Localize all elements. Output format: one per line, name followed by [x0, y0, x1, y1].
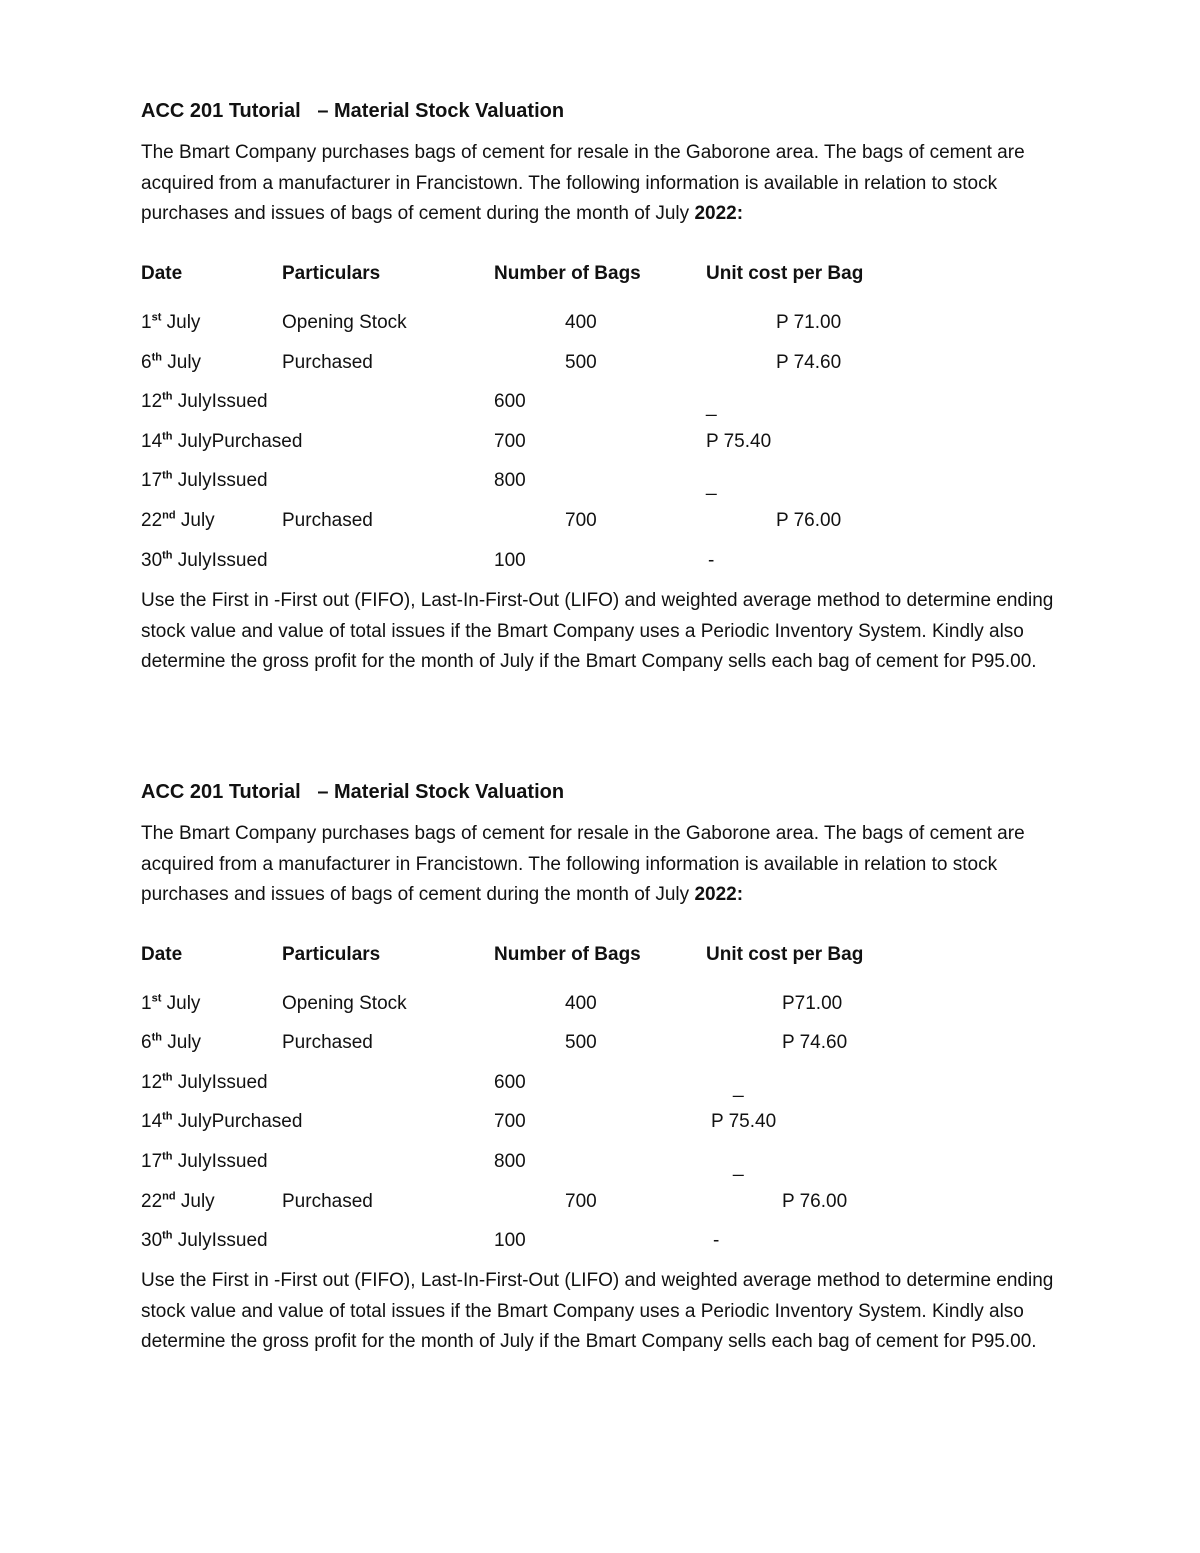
- row-particulars: Purchased: [282, 1032, 373, 1053]
- row-bags: 500: [565, 1032, 597, 1053]
- row-date-particulars: 30th JulyIssued: [141, 1229, 268, 1251]
- row-particulars: Opening Stock: [282, 312, 407, 333]
- row-date: 6th July: [141, 1031, 202, 1053]
- row-date: 6th July: [141, 351, 202, 373]
- header-unit-cost: Unit cost per Bag: [706, 944, 864, 965]
- row-bags: 800: [494, 1151, 526, 1172]
- header-date: Date: [141, 263, 183, 284]
- row-unit-cost: _: [733, 1077, 744, 1098]
- row-date-particulars: 12th JulyIssued: [141, 390, 268, 412]
- row-unit-cost: P 75.40: [706, 431, 772, 452]
- row-particulars: Purchased: [282, 1191, 373, 1212]
- row-unit-cost: _: [733, 1156, 744, 1177]
- section-title: ACC 201 Tutorial – Material Stock Valuation: [141, 781, 565, 803]
- header-number-of-bags: Number of Bags: [494, 263, 641, 284]
- row-unit-cost: -: [713, 1230, 720, 1251]
- row-unit-cost: P 74.60: [776, 352, 842, 373]
- row-date-particulars: 30th JulyIssued: [141, 549, 268, 571]
- row-unit-cost: -: [708, 550, 715, 571]
- intro-paragraph: The Bmart Company purchases bags of cement for resale in the Gaborone area. The bags of cement are acquired from a manufacturer in Francistown. The following information is available in relation to stock purchases and issues of bags of cement during the month of July 2022:: [141, 142, 1025, 224]
- instructions-paragraph: Use the First in -First out (FIFO), Last-In-First-Out (LIFO) and weighted average method to determine ending stock value and value of total issues if the Bmart Company uses a Periodic Inventory System. Kindly also determine the gross profit for the month of July if the Bmart Company sells each bag of cement for P95.00.: [141, 1270, 1054, 1352]
- row-date-particulars: 14th JulyPurchased: [141, 1110, 303, 1132]
- row-bags: 800: [494, 470, 526, 491]
- header-particulars: Particulars: [282, 263, 381, 284]
- row-bags: 700: [565, 1191, 597, 1212]
- row-bags: 700: [494, 1111, 526, 1132]
- row-particulars: Purchased: [282, 510, 373, 531]
- row-date: 22nd July: [141, 1190, 215, 1212]
- row-unit-cost: P71.00: [782, 993, 843, 1014]
- row-unit-cost: _: [706, 396, 717, 417]
- row-bags: 600: [494, 1072, 526, 1093]
- row-unit-cost: _: [706, 475, 717, 496]
- row-date-particulars: 14th JulyPurchased: [141, 430, 303, 452]
- intro-paragraph: The Bmart Company purchases bags of cement for resale in the Gaborone area. The bags of cement are acquired from a manufacturer in Francistown. The following information is available in relation to stock purchases and issues of bags of cement during the month of July 2022:: [141, 823, 1025, 905]
- row-bags: 100: [494, 550, 526, 571]
- row-date: 1st July: [141, 992, 201, 1014]
- section-title: ACC 201 Tutorial – Material Stock Valuation: [141, 100, 565, 122]
- header-particulars: Particulars: [282, 944, 381, 965]
- row-date-particulars: 12th JulyIssued: [141, 1071, 268, 1093]
- row-bags: 700: [494, 431, 526, 452]
- row-unit-cost: P 71.00: [776, 312, 842, 333]
- row-unit-cost: P 74.60: [782, 1032, 848, 1053]
- header-unit-cost: Unit cost per Bag: [706, 263, 864, 284]
- row-date: 1st July: [141, 311, 201, 333]
- row-bags: 100: [494, 1230, 526, 1251]
- row-particulars: Purchased: [282, 352, 373, 373]
- row-bags: 400: [565, 312, 597, 333]
- row-date: 22nd July: [141, 509, 215, 531]
- row-date-particulars: 17th JulyIssued: [141, 1150, 268, 1172]
- row-bags: 400: [565, 993, 597, 1014]
- row-bags: 700: [565, 510, 597, 531]
- row-unit-cost: P 76.00: [776, 510, 842, 531]
- header-number-of-bags: Number of Bags: [494, 944, 641, 965]
- row-bags: 600: [494, 391, 526, 412]
- instructions-paragraph: Use the First in -First out (FIFO), Last-In-First-Out (LIFO) and weighted average method to determine ending stock value and value of total issues if the Bmart Company uses a Periodic Inventory System. Kindly also determine the gross profit for the month of July if the Bmart Company sells each bag of cement for P95.00.: [141, 590, 1054, 672]
- row-unit-cost: P 75.40: [711, 1111, 777, 1132]
- row-bags: 500: [565, 352, 597, 373]
- row-unit-cost: P 76.00: [782, 1191, 848, 1212]
- row-date-particulars: 17th JulyIssued: [141, 469, 268, 491]
- header-date: Date: [141, 944, 183, 965]
- row-particulars: Opening Stock: [282, 993, 407, 1014]
